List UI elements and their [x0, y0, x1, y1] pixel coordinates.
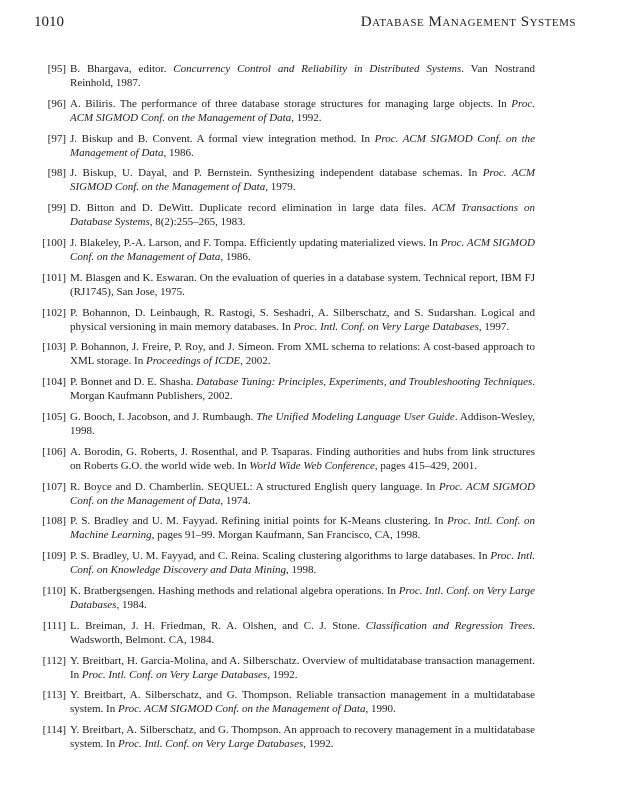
reference-entry: [30, 166, 535, 194]
reference-text-segment: Y. Breitbart, A. Silberschatz, and G. Thompson. An approach to recovery management in a multidatabase system. In: [70, 724, 535, 751]
reference-text: [70, 376, 535, 402]
reference-text: [70, 481, 535, 507]
reference-text-segment: R. Boyce and D. Chamberlin. SEQUEL: A structured English query language. In: [70, 480, 439, 493]
reference-number: [114]: [42, 724, 66, 737]
reference-text: [70, 620, 535, 646]
reference-text: [70, 98, 535, 124]
reference-entry: [30, 514, 535, 542]
reference-text: [70, 689, 535, 715]
reference-number: [110]: [42, 584, 66, 597]
reference-text-segment: , 1979.: [265, 181, 296, 194]
reference-text: [70, 550, 535, 576]
reference-venue-title: Proc. Intl. Conf. on Very Large Databases: [293, 320, 479, 333]
reference-number: [113]: [42, 689, 66, 702]
reference-text-segment: Y. Breitbart, A. Silberschatz, and G. Thompson. Reliable transaction management in a multidatabase system. In: [70, 689, 535, 716]
reference-text-segment: A. Borodin, G. Roberts, J. Rosenthal, and P. Tsaparas. Finding authorities and hubs from link structures on Roberts G.O. the world wide web. In: [70, 445, 535, 472]
reference-text-segment: M. Blasgen and K. Eswaran. On the evaluation of queries in a database system. Technical report, IBM FJ (RJ1745), San Jose, 1975.: [70, 271, 535, 298]
page-number: 1010: [34, 14, 64, 30]
reference-text: [70, 272, 535, 298]
reference-entry: [30, 97, 535, 125]
reference-number: [112]: [42, 654, 66, 667]
reference-text-segment: P. S. Bradley, U. M. Fayyad, and C. Reina. Scaling clustering algorithms to large databases. In: [70, 550, 491, 563]
reference-entry: [30, 445, 535, 473]
reference-text: [70, 585, 535, 611]
reference-venue-title: Proc. ACM SIGMOD Conf. on the Management of Data: [70, 480, 535, 507]
reference-text: [70, 202, 535, 228]
reference-text: [70, 515, 535, 541]
reference-text: [70, 341, 535, 367]
reference-number: [103]: [42, 341, 66, 354]
reference-entry: [30, 410, 535, 438]
reference-number: [100]: [42, 236, 66, 249]
reference-text-segment: , 1986.: [163, 146, 194, 159]
reference-text-segment: Y. Breitbart, H. Garcia-Molina, and A. Silberschatz. Overview of multidatabase transaction management. In: [70, 654, 535, 681]
reference-number: [96]: [47, 97, 66, 110]
reference-entry: [30, 201, 535, 229]
reference-number: [99]: [47, 202, 66, 215]
reference-number: [105]: [42, 410, 66, 423]
page-header: [34, 14, 576, 36]
reference-number: [111]: [42, 619, 66, 632]
reference-number: [107]: [42, 480, 66, 493]
reference-text-segment: P. S. Bradley and U. M. Fayyad. Refining initial points for K-Means clustering. In: [70, 515, 448, 528]
reference-text-segment: , 1997.: [478, 320, 510, 333]
reference-text-segment: , 1992.: [303, 738, 334, 751]
reference-text: [70, 655, 535, 681]
reference-entry: [30, 619, 535, 647]
reference-entry: [30, 480, 535, 508]
reference-text-segment: . Van Nostrand Reinhold, 1987.: [70, 63, 535, 89]
reference-text-segment: D. Bitton and D. DeWitt. Duplicate record elimination in large data files.: [70, 202, 433, 215]
reference-entry: [30, 584, 535, 612]
reference-text-segment: J. Biskup, U. Dayal, and P. Bernstein. Synthesizing independent database schemas. In: [70, 167, 483, 180]
reference-text-segment: A. Biliris. The performance of three database storage structures for managing large objects. In: [70, 97, 512, 110]
reference-text-segment: , pages 415–429, 2001.: [374, 459, 477, 472]
reference-text-segment: , 8(2):255–265, 1983.: [149, 216, 246, 229]
reference-entry: [30, 375, 535, 403]
reference-entry: [30, 132, 535, 160]
reference-entry: [30, 62, 535, 90]
reference-venue-title: Proc. Intl. Conf. on Very Large Databases: [117, 738, 304, 751]
reference-venue-title: World Wide Web Conference: [249, 459, 375, 472]
reference-text-segment: , 2002.: [240, 355, 271, 368]
reference-text: [70, 307, 535, 333]
reference-text-segment: B. Bhargava, editor.: [70, 63, 174, 75]
reference-number: [101]: [42, 271, 66, 284]
reference-text-segment: , 1974.: [220, 494, 251, 507]
reference-entry: [30, 549, 535, 577]
reference-text: [70, 237, 535, 263]
reference-entry: [30, 271, 535, 299]
reference-entry: [30, 306, 535, 334]
reference-number: [109]: [42, 550, 66, 563]
reference-venue-title: Proc. Intl. Conf. on Knowledge Discovery and Data Mining: [70, 550, 535, 577]
reference-text: [70, 133, 535, 159]
reference-venue-title: Proc. ACM SIGMOD Conf. on the Management of Data: [70, 236, 535, 263]
reference-text-segment: , pages 91–99. Morgan Kaufmann, San Francisco, CA, 1998.: [151, 529, 421, 542]
reference-text-segment: , 1998.: [286, 564, 317, 577]
reference-text-segment: J. Blakeley, P.-A. Larson, and F. Tompa. Efficiently updating materialized views. In: [70, 236, 441, 249]
reference-text: [70, 63, 535, 89]
reference-venue-title: Proc. ACM SIGMOD Conf. on the Management of Data: [70, 167, 535, 194]
reference-text: [70, 446, 535, 472]
reference-venue-title: The Unified Modeling Language User Guide: [256, 410, 455, 423]
reference-venue-title: ACM Transactions on Database Systems: [70, 202, 535, 229]
reference-venue-title: Proc. Intl. Conf. on Very Large Databases: [81, 668, 268, 681]
reference-venue-title: Proc. Intl. Conf. on Machine Learning: [70, 515, 535, 542]
reference-venue-title: Proc. Intl. Conf. on Very Large Databases: [70, 584, 536, 611]
reference-venue-title: Proceedings of ICDE: [145, 355, 241, 368]
reference-text-segment: L. Breiman, J. H. Friedman, R. A. Olshen, and C. J. Stone.: [70, 619, 366, 632]
reference-entry: [30, 654, 535, 682]
reference-text: [70, 167, 535, 193]
reference-venue-title: Database Tuning: Principles, Experiments, and Troubleshooting Techniques: [196, 376, 533, 389]
reference-text: [70, 724, 535, 750]
reference-venue-title: Proc. ACM SIGMOD Conf. on the Management of Data: [117, 703, 366, 716]
reference-text-segment: , 1992.: [267, 668, 298, 681]
reference-text-segment: J. Biskup and B. Convent. A formal view integration method. In: [70, 132, 375, 145]
reference-text-segment: , 1986.: [220, 250, 251, 263]
reference-list: [30, 62, 535, 758]
reference-text-segment: . Wadsworth, Belmont. CA, 1984.: [70, 619, 535, 646]
reference-number: [104]: [42, 376, 66, 389]
reference-text-segment: . Morgan Kaufmann Publishers, 2002.: [70, 376, 535, 403]
reference-number: [95]: [47, 63, 66, 75]
reference-venue-title: Proc. ACM SIGMOD Conf. on the Management of Data: [70, 97, 535, 124]
reference-text-segment: , 1990.: [365, 703, 396, 716]
reference-venue-title: Proc. ACM SIGMOD Conf. on the Management of Data: [70, 132, 536, 159]
reference-text-segment: P. Bohannon, J. Freire, P. Roy, and J. Simeon. From XML schema to relations: A cost-based approach to XML storage. In: [70, 341, 535, 368]
reference-number: [97]: [47, 132, 66, 145]
reference-venue-title: Concurrency Control and Reliability in Distributed Systems: [173, 63, 462, 75]
reference-text-segment: P. Bohannon, D. Leinbaugh, R. Rastogi, S. Seshadri, A. Silberschatz, and S. Sudarshan. Logical and physical versioning in main memory databases. In: [70, 306, 535, 333]
reference-text-segment: , 1984.: [116, 598, 147, 611]
running-title: Database Management Systems: [360, 14, 576, 30]
reference-entry: [30, 236, 535, 264]
reference-entry: [30, 340, 535, 368]
reference-text-segment: . Addison-Wesley, 1998.: [70, 410, 535, 437]
reference-entry: [30, 688, 535, 716]
reference-text-segment: G. Booch, I. Jacobson, and J. Rumbaugh.: [70, 410, 257, 423]
reference-number: [108]: [42, 515, 66, 528]
reference-entry: [30, 723, 535, 751]
reference-number: [106]: [42, 445, 66, 458]
reference-text: [70, 411, 535, 437]
reference-text-segment: P. Bonnet and D. E. Shasha.: [70, 376, 197, 389]
reference-text-segment: K. Bratbergsengen. Hashing methods and relational algebra operations. In: [70, 584, 399, 597]
reference-number: [98]: [47, 167, 66, 180]
reference-number: [102]: [42, 306, 66, 319]
reference-venue-title: Classification and Regression Trees: [365, 619, 533, 632]
reference-text-segment: , 1992.: [291, 111, 322, 124]
